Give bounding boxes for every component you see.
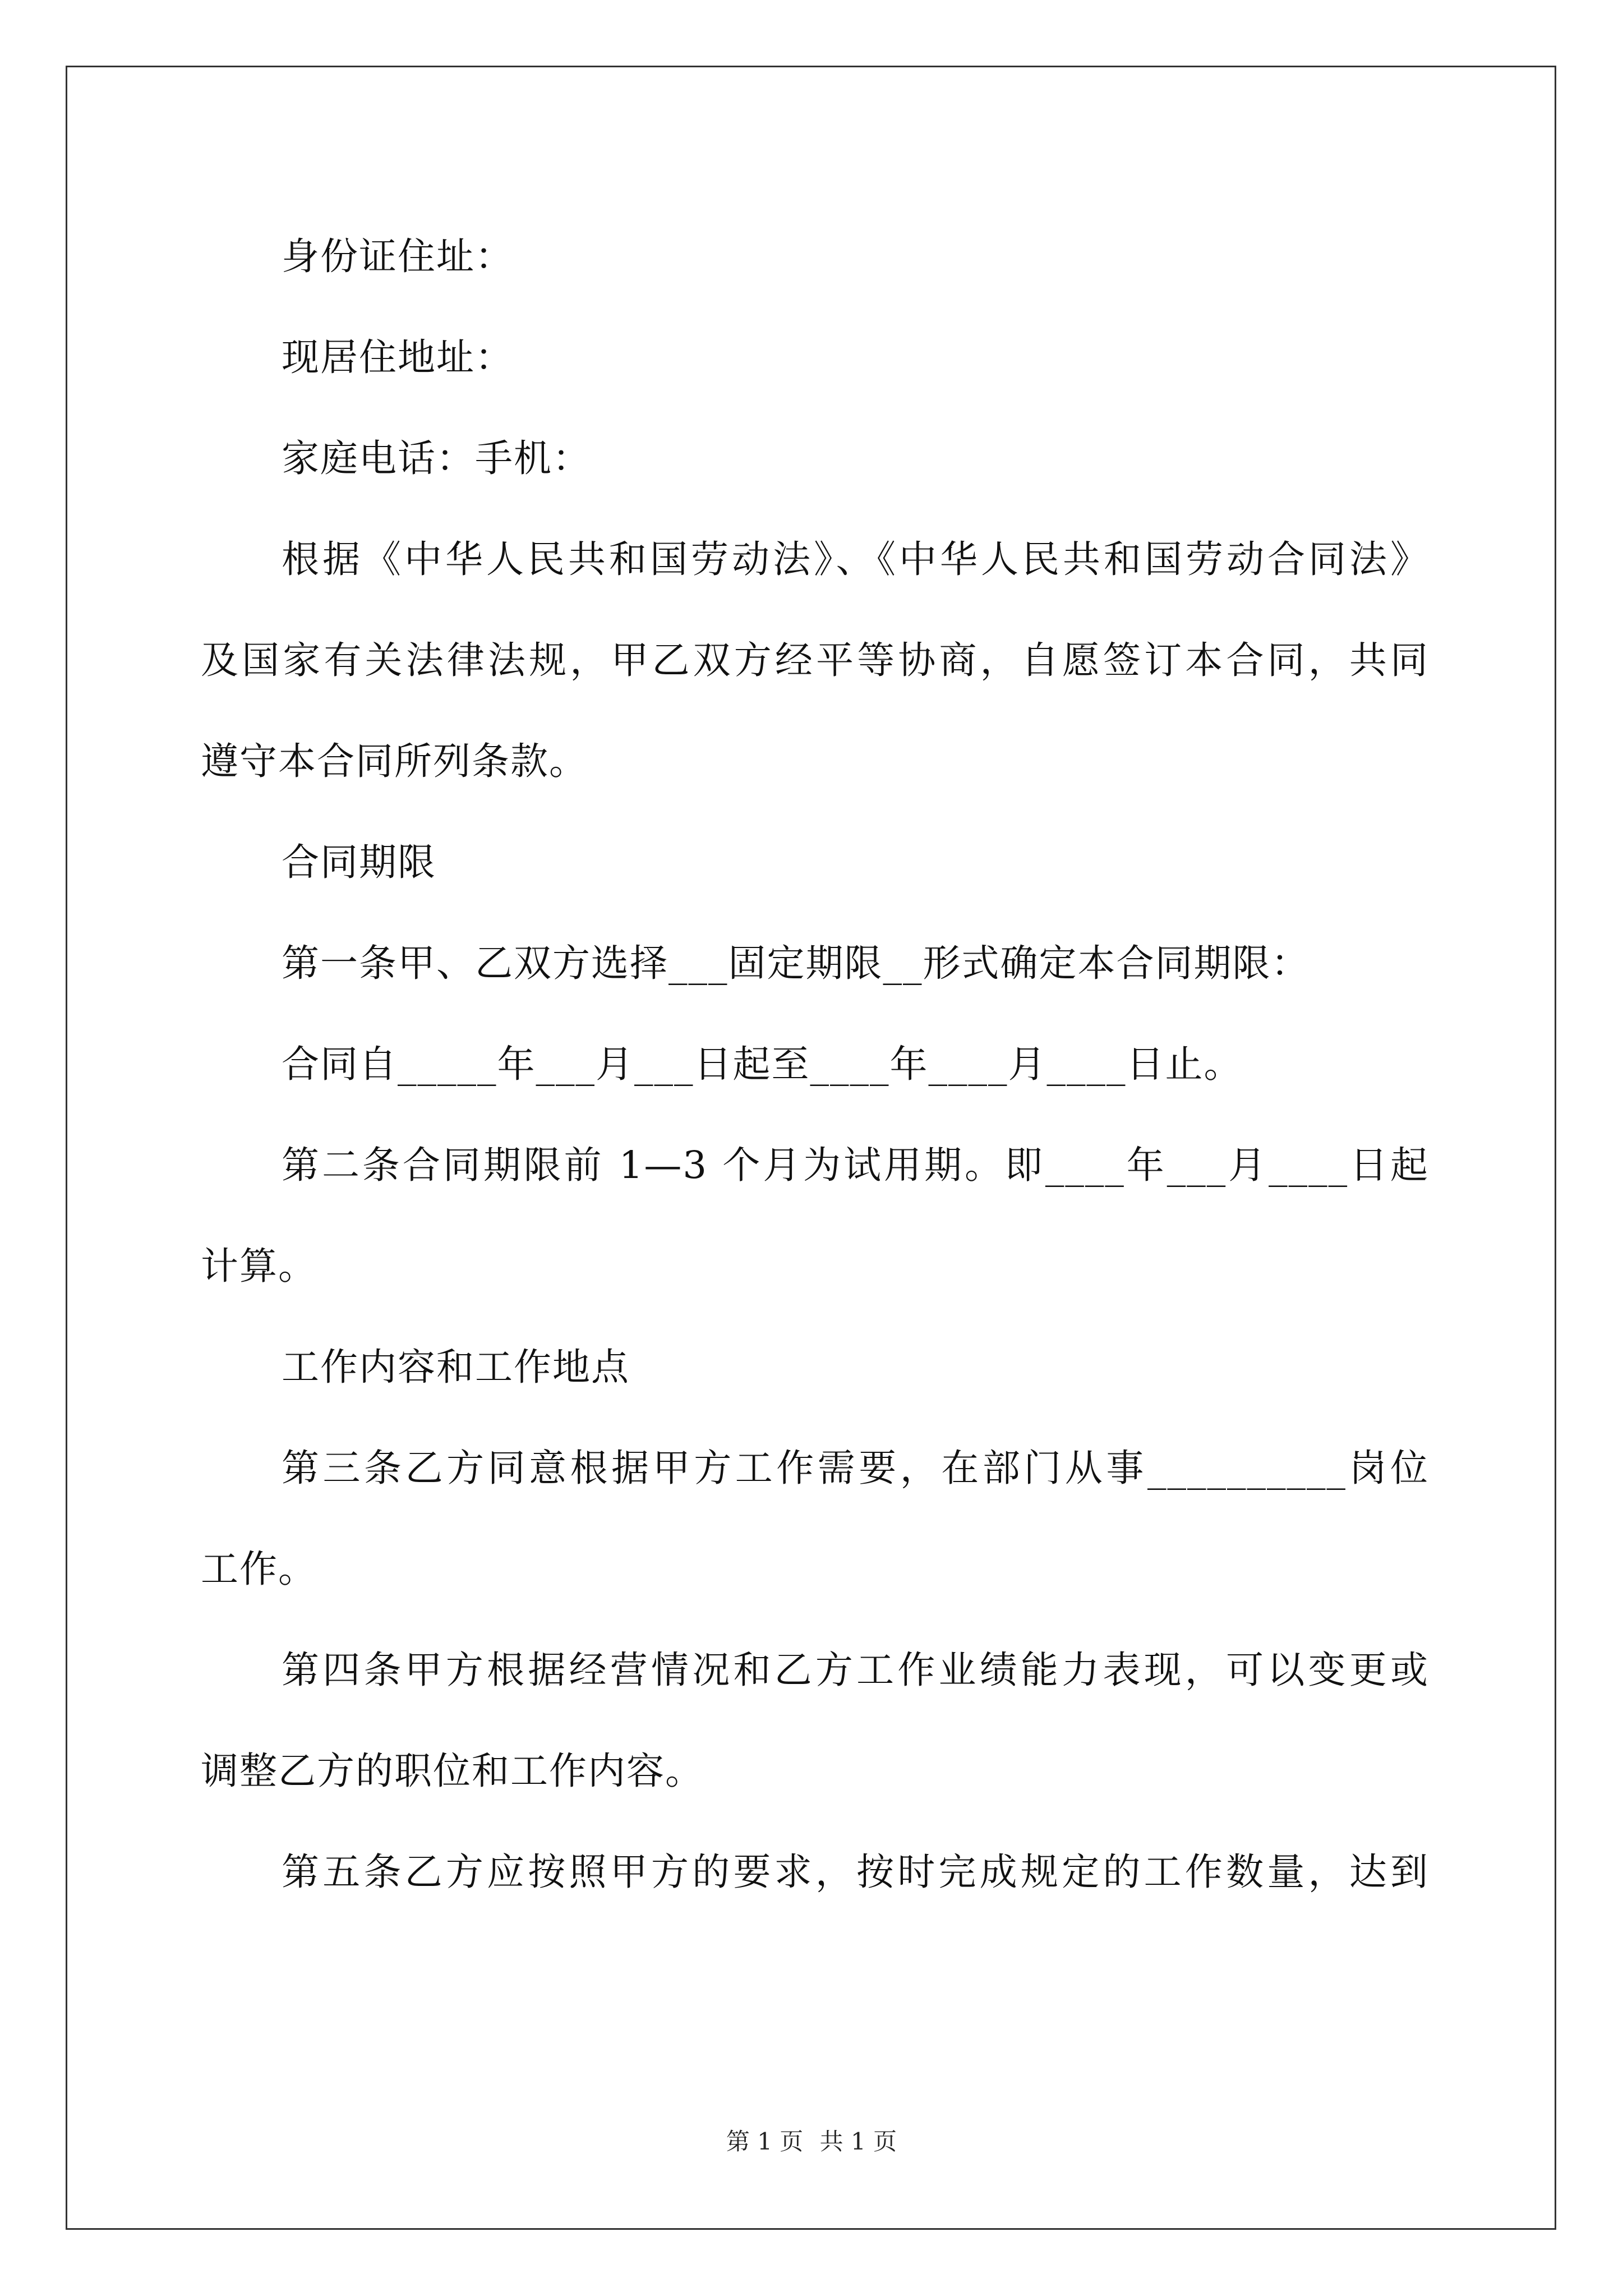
clause-line: 第五条乙方应按照甲方的要求，按时完成规定的工作数量，达到 bbox=[282, 1850, 1429, 1894]
current-address-line: 现居住地址： bbox=[282, 335, 514, 379]
clause-line: 合同自_____年___月___日起至____年____月____日止。 bbox=[282, 1042, 1243, 1086]
total-pages: 共 1 页 bbox=[819, 2128, 897, 2155]
paragraph-line: 遵守本合同所列条款。 bbox=[201, 739, 588, 783]
page-footer bbox=[0, 2125, 1623, 2159]
clause-line: 工作。 bbox=[201, 1547, 317, 1591]
paragraph-line: 根据《中华人民共和国劳动法》、《中华人民共和国劳动合同法》 bbox=[282, 537, 1429, 581]
section-heading: 工作内容和工作地点 bbox=[282, 1345, 630, 1389]
clause-line: 第三条乙方同意根据甲方工作需要，在部门从事__________岗位 bbox=[282, 1446, 1429, 1490]
clause-line: 计算。 bbox=[201, 1244, 317, 1288]
clause-line: 第四条甲方根据经营情况和乙方工作业绩能力表现，可以变更或 bbox=[282, 1648, 1429, 1692]
clause-line: 第二条合同期限前 1—3 个月为试用期。即____年___月____日起 bbox=[282, 1143, 1429, 1187]
section-heading: 合同期限 bbox=[282, 840, 436, 884]
id-address-line: 身份证住址： bbox=[282, 234, 514, 278]
clause-line: 调整乙方的职位和工作内容。 bbox=[201, 1749, 704, 1793]
paragraph-line: 及国家有关法律法规，甲乙双方经平等协商，自愿签订本合同，共同 bbox=[201, 638, 1429, 682]
page-number: 第 1 页 bbox=[726, 2128, 804, 2155]
clause-line: 第一条甲、乙双方选择___固定期限__形式确定本合同期限： bbox=[282, 941, 1310, 985]
phone-line: 家庭电话：手机： bbox=[282, 436, 591, 480]
